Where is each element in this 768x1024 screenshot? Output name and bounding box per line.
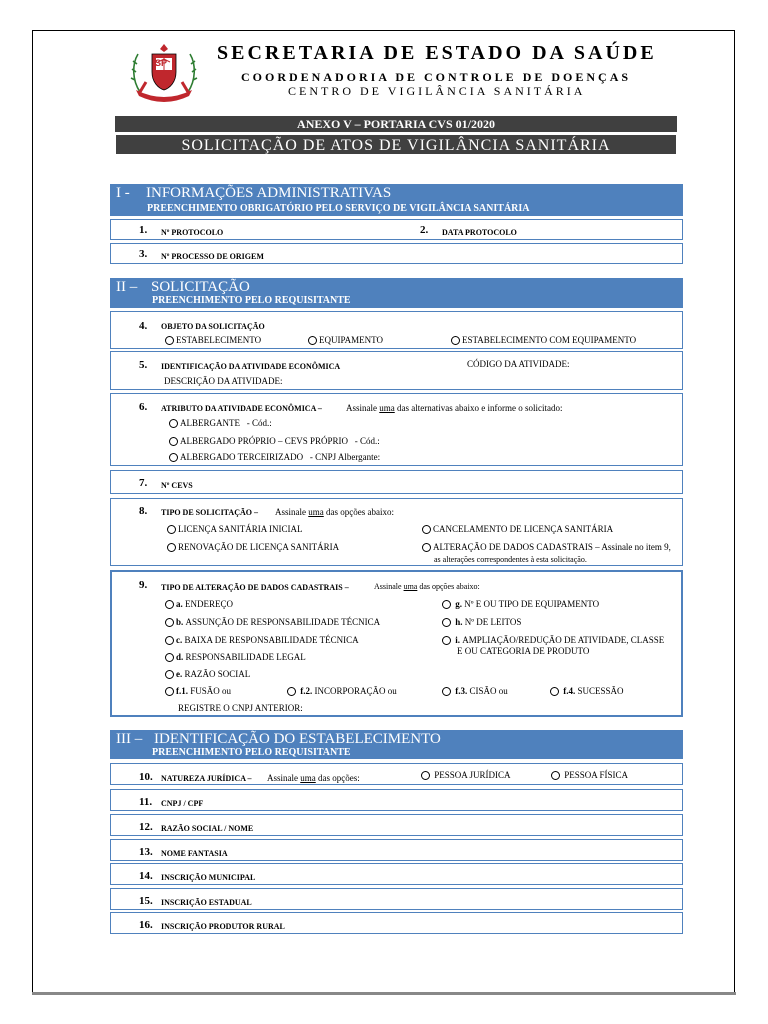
- section-1-header: [110, 184, 683, 216]
- section-1-roman: I -: [116, 185, 130, 201]
- section-2-subtitle: PREENCHIMENTO PELO REQUISITANTE: [152, 295, 351, 306]
- field-7-number: 7.: [139, 477, 148, 489]
- field-14-label: INSCRIÇÃO MUNICIPAL: [161, 873, 256, 882]
- option-9f2-incorporacao[interactable]: f.2. INCORPORAÇÃO ou: [287, 686, 397, 696]
- field-11-number: 11.: [139, 796, 153, 808]
- field-11-label: CNPJ / CPF: [161, 799, 204, 808]
- radio-icon[interactable]: [165, 670, 174, 679]
- header-subtitle-2: CENTRO DE VIGILÂNCIA SANITÁRIA: [288, 84, 586, 98]
- field-3-label: Nº PROCESSO DE ORIGEM: [161, 252, 264, 261]
- field-16-label: INSCRIÇÃO PRODUTOR RURAL: [161, 922, 285, 931]
- field-5-label: IDENTIFICAÇÃO DA ATIVIDADE ECONÔMICA: [161, 362, 341, 371]
- field-6-label: ATRIBUTO DA ATIVIDADE ECONÔMICA –: [161, 404, 322, 413]
- radio-icon[interactable]: [442, 600, 451, 609]
- radio-icon[interactable]: [308, 336, 317, 345]
- section-3-subtitle: PREENCHIMENTO PELO REQUISITANTE: [152, 747, 351, 758]
- field-box-15[interactable]: [110, 888, 683, 910]
- section-3-roman: III –: [116, 731, 143, 747]
- option-9a-endereco[interactable]: a. ENDEREÇO: [165, 599, 233, 609]
- option-licenca-inicial[interactable]: LICENÇA SANITÁRIA INICIAL: [167, 524, 303, 534]
- radio-icon[interactable]: [421, 771, 430, 780]
- section-2-roman: II –: [116, 279, 138, 295]
- field-16-number: 16.: [139, 919, 153, 931]
- field-13-label: NOME FANTASIA: [161, 849, 228, 858]
- option-estabelecimento[interactable]: ESTABELECIMENTO: [165, 335, 261, 345]
- option-9d-responsabilidade-legal[interactable]: d. RESPONSABILIDADE LEGAL: [165, 652, 306, 662]
- radio-icon[interactable]: [165, 336, 174, 345]
- field-box-16[interactable]: [110, 912, 683, 934]
- field-box-9: [110, 570, 683, 717]
- section-2-header: [110, 278, 683, 308]
- option-9i-ampliacao[interactable]: i. AMPLIAÇÃO/REDUÇÃO DE ATIVIDADE, CLASSE: [442, 635, 664, 645]
- option-pessoa-juridica[interactable]: PESSOA JURÍDICA: [421, 770, 511, 780]
- field-5-number: 5.: [139, 359, 148, 371]
- option-estabelecimento-com-equipamento[interactable]: ESTABELECIMENTO COM EQUIPAMENTO: [451, 335, 636, 345]
- field-6-number: 6.: [139, 401, 148, 413]
- field-box-7: [110, 470, 683, 494]
- field-4-label: OBJETO DA SOLICITAÇÃO: [161, 322, 265, 331]
- option-equipamento[interactable]: EQUIPAMENTO: [308, 335, 383, 345]
- field-5-description-label: DESCRIÇÃO DA ATIVIDADE:: [164, 376, 283, 386]
- field-box-8: [110, 498, 683, 566]
- option-renovacao-licenca[interactable]: RENOVAÇÃO DE LICENÇA SANITÁRIA: [167, 542, 339, 552]
- field-6-instruction: Assinale uma das alternativas abaixo e informe o solicitado:: [346, 403, 563, 413]
- option-9e-razao-social[interactable]: e. RAZÃO SOCIAL: [165, 669, 250, 679]
- field-box-5: [110, 351, 683, 390]
- form-title: SOLICITAÇÃO DE ATOS DE VIGILÂNCIA SANITÁRIA: [115, 134, 677, 155]
- option-9g-equipamento[interactable]: g. Nº E OU TIPO DE EQUIPAMENTO: [442, 599, 599, 609]
- option-alteracao-dados-note: as alterações correspondentes à esta solicitação.: [434, 555, 587, 564]
- option-cancelamento-licenca[interactable]: CANCELAMENTO DE LICENÇA SANITÁRIA: [422, 524, 613, 534]
- section-2-title: SOLICITAÇÃO: [151, 279, 250, 295]
- radio-icon[interactable]: [442, 618, 451, 627]
- field-2-label: DATA PROTOCOLO: [442, 228, 517, 237]
- field-9-instruction: Assinale uma das opções abaixo:: [374, 582, 480, 591]
- option-9i-continuation: E OU CATEGORIA DE PRODUTO: [457, 646, 590, 656]
- field-box-11[interactable]: [110, 789, 683, 811]
- section-1-subtitle: PREENCHIMENTO OBRIGATÓRIO PELO SERVIÇO DE VIGILÂNCIA SANITÁRIA: [147, 203, 530, 214]
- option-9c-baixa-rt[interactable]: c. BAIXA DE RESPONSABILIDADE TÉCNICA: [165, 635, 359, 645]
- radio-icon[interactable]: [165, 618, 174, 627]
- section-1-title: INFORMAÇÕES ADMINISTRATIVAS: [146, 185, 392, 201]
- field-8-instruction: Assinale uma das opções abaixo:: [275, 507, 394, 517]
- field-box-1-2: [110, 219, 683, 240]
- option-albergado-proprio[interactable]: ALBERGADO PRÓPRIO – CEVS PRÓPRIO - Cód.:: [169, 436, 380, 446]
- radio-icon[interactable]: [165, 600, 174, 609]
- bottom-rule: [32, 992, 736, 995]
- field-13-number: 13.: [139, 846, 153, 858]
- radio-icon[interactable]: [165, 687, 174, 696]
- header-title: SECRETARIA DE ESTADO DA SAÚDE: [217, 42, 657, 64]
- field-14-number: 14.: [139, 870, 153, 882]
- field-7-label: Nº CEVS: [161, 481, 193, 490]
- header-subtitle-1: COORDENADORIA DE CONTROLE DE DOENÇAS: [241, 70, 632, 84]
- radio-icon[interactable]: [422, 543, 431, 552]
- field-2-number: 2.: [420, 224, 429, 236]
- field-10-instruction: Assinale uma das opções:: [267, 773, 360, 783]
- state-seal-logo: [130, 42, 198, 104]
- field-5-code-label: CÓDIGO DA ATIVIDADE:: [467, 359, 570, 369]
- radio-icon[interactable]: [167, 525, 176, 534]
- section-3-header: [110, 730, 683, 759]
- option-9b-assuncao-rt[interactable]: b. ASSUNÇÃO DE RESPONSABILIDADE TÉCNICA: [165, 617, 380, 627]
- radio-icon[interactable]: [169, 419, 178, 428]
- radio-icon[interactable]: [550, 687, 559, 696]
- radio-icon[interactable]: [422, 525, 431, 534]
- field-10-number: 10.: [139, 771, 153, 783]
- field-15-number: 15.: [139, 895, 153, 907]
- field-12-number: 12.: [139, 821, 153, 833]
- field-box-3: [110, 243, 683, 264]
- field-9-number: 9.: [139, 579, 148, 591]
- field-10-label: NATUREZA JURÍDICA –: [161, 774, 252, 783]
- field-8-label: TIPO DE SOLICITAÇÃO –: [161, 508, 258, 517]
- option-9f1-fusao[interactable]: f.1. FUSÃO ou: [165, 686, 231, 696]
- field-4-number: 4.: [139, 320, 148, 332]
- option-9h-leitos[interactable]: h. Nº DE LEITOS: [442, 617, 521, 627]
- option-albergado-terceirizado[interactable]: ALBERGADO TERCEIRIZADO - CNPJ Albergante:: [169, 452, 380, 462]
- radio-icon[interactable]: [442, 687, 451, 696]
- field-8-number: 8.: [139, 505, 148, 517]
- field-box-10: [110, 763, 683, 785]
- option-9f4-sucessao[interactable]: f.4. SUCESSÃO: [550, 686, 624, 696]
- seal-letters: SP: [155, 58, 168, 68]
- option-9f3-cisao[interactable]: f.3. CISÃO ou: [442, 686, 508, 696]
- radio-icon[interactable]: [167, 543, 176, 552]
- option-albergante[interactable]: ALBERGANTE - Cód.:: [169, 418, 272, 428]
- radio-icon[interactable]: [451, 336, 460, 345]
- field-1-number: 1.: [139, 224, 148, 236]
- annex-bar: ANEXO V – PORTARIA CVS 01/2020: [115, 116, 677, 132]
- option-pessoa-fisica[interactable]: PESSOA FÍSICA: [551, 770, 628, 780]
- field-9-label: TIPO DE ALTERAÇÃO DE DADOS CADASTRAIS –: [161, 583, 349, 592]
- field-box-6: [110, 393, 683, 466]
- radio-icon[interactable]: [551, 771, 560, 780]
- field-15-label: INSCRIÇÃO ESTADUAL: [161, 898, 252, 907]
- field-3-number: 3.: [139, 248, 148, 260]
- field-box-4: [110, 311, 683, 349]
- section-3-title: IDENTIFICAÇÃO DO ESTABELECIMENTO: [154, 731, 441, 747]
- radio-icon[interactable]: [165, 636, 174, 645]
- radio-icon[interactable]: [165, 653, 174, 662]
- field-1-label: Nº PROTOCOLO: [161, 228, 224, 237]
- field-box-14[interactable]: [110, 863, 683, 885]
- registre-cnpj-anterior-label: REGISTRE O CNPJ ANTERIOR:: [178, 703, 303, 713]
- field-box-12[interactable]: [110, 814, 683, 836]
- option-alteracao-dados[interactable]: ALTERAÇÃO DE DADOS CADASTRAIS – Assinale no item 9,: [422, 542, 671, 552]
- radio-icon[interactable]: [169, 453, 178, 462]
- radio-icon[interactable]: [287, 687, 296, 696]
- field-box-13[interactable]: [110, 839, 683, 861]
- radio-icon[interactable]: [442, 636, 451, 645]
- field-12-label: RAZÃO SOCIAL / NOME: [161, 824, 254, 833]
- radio-icon[interactable]: [169, 437, 178, 446]
